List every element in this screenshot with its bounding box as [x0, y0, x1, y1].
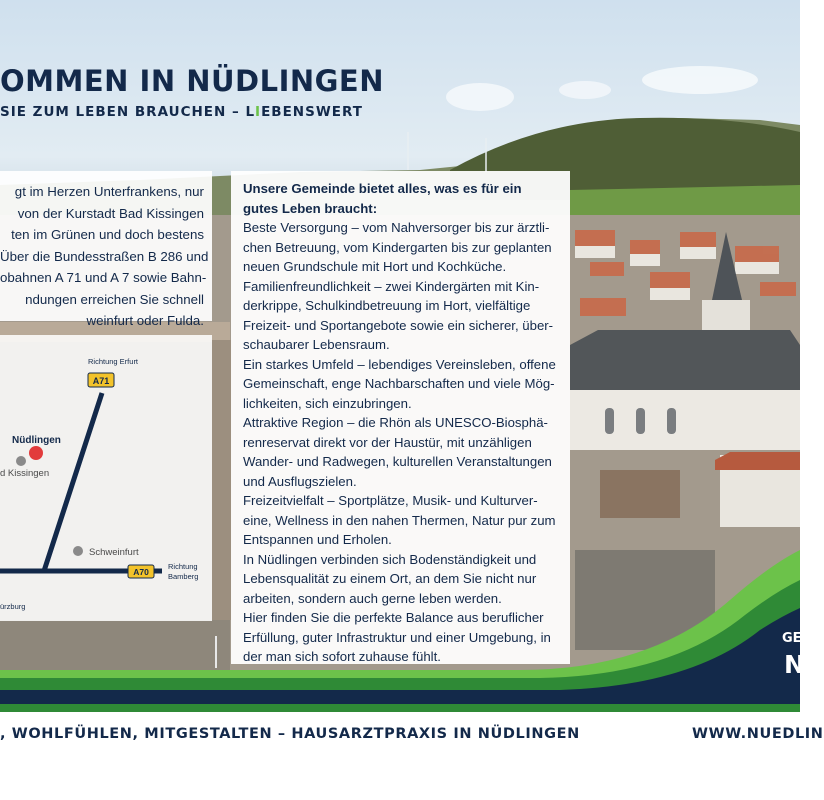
- bad-kissingen-marker: [16, 456, 26, 466]
- community-line: Beste Versorgung – vom Nahversorger bis zur ärztli-: [243, 220, 550, 235]
- community-line: Ein starkes Umfeld – lebendiges Vereinsleben, offene: [243, 356, 556, 372]
- community-line: arbeiten, sondern auch gerne leben werden.: [243, 590, 502, 606]
- community-line: neuen Grundschule mit Hort und Kochküche.: [243, 259, 507, 274]
- community-intro: Unsere Gemeinde bietet alles, was es für ein gutes Leben braucht:: [243, 181, 522, 216]
- page-title: OMMEN IN NÜDLINGEN: [0, 64, 385, 98]
- richtung-label: Richtung: [168, 562, 198, 571]
- subtitle-accent-letter: I: [255, 104, 262, 120]
- community-line: Wander- und Radwegen, kulturellen Veranstaltungen: [243, 454, 552, 469]
- community-line: Lebensqualität zu einem Ort, an dem Sie nicht nur: [243, 571, 537, 586]
- subtitle-text: SIE ZUM LEBEN BRAUCHEN – L: [0, 104, 256, 120]
- location-line: ndungen erreichen Sie schnell: [25, 291, 204, 307]
- location-line: obahnen A 71 und A 7 sowie Bahn-: [0, 270, 207, 285]
- community-line: In Nüdlingen verbinden sich Bodenständigkeit und: [243, 551, 537, 567]
- community-line: und Ausflugszielen.: [243, 473, 357, 489]
- location-paragraph: [0, 171, 212, 332]
- corner-logo-large: N: [784, 650, 805, 679]
- nuedlingen-label: Nüdlingen: [12, 435, 61, 446]
- page-header: [0, 64, 384, 120]
- page-subtitle: [0, 104, 384, 120]
- community-line: Erfüllung, guter Infrastruktur und einer Umgebung, in: [243, 629, 551, 645]
- community-line: chen Betreuung, vom Kindergarten bis zur geplanten: [243, 239, 552, 255]
- richtung-erfurt-label: Richtung Erfurt: [88, 357, 139, 366]
- location-line: ten im Grünen und doch bestens: [11, 227, 204, 242]
- community-line: der man sich sofort zuhause fühlt.: [243, 649, 441, 664]
- subtitle-text-end: EBENSWERT: [261, 104, 363, 120]
- community-line: Freizeitvielfalt – Sportplätze, Musik- und Kulturver-: [243, 493, 538, 508]
- location-line: von der Kurstadt Bad Kissingen: [17, 205, 204, 221]
- nuedlingen-marker: [29, 446, 43, 460]
- location-text-panel: [0, 171, 212, 328]
- a70-label: A70: [133, 567, 149, 577]
- community-line: Gemeinschaft, enge Nachbarschaften und viele Mög-: [243, 376, 555, 391]
- community-line: derkrippe, Schulkindbetreuung im Hort, vielfältige: [243, 298, 531, 313]
- community-line: schaubarer Lebensraum.: [243, 337, 390, 352]
- location-line: Über die Bundesstraßen B 286 und: [0, 248, 209, 264]
- wuerzburg-label: ürzburg: [0, 602, 26, 611]
- schweinfurt-label: Schweinfurt: [89, 547, 139, 558]
- community-line: Freizeit- und Sportangebote sowie ein sicherer, über-: [243, 317, 554, 333]
- bamberg-label: Bamberg: [168, 572, 199, 581]
- swoosh-bottom-line: [0, 704, 800, 712]
- footer-website-link[interactable]: WWW.NUEDLIN: [692, 726, 824, 742]
- footer-slogan: , WOHLFÜHLEN, MITGESTALTEN – HAUSARZTPRAXIS IN NÜDLINGEN: [0, 726, 580, 742]
- community-line: lichkeiten, sich einzubringen.: [243, 395, 412, 411]
- community-line: eine, Wellness in den nahen Thermen, Natur pur zum: [243, 512, 556, 528]
- community-line: Hier finden Sie die perfekte Balance aus beruflicher: [243, 610, 544, 625]
- bad-kissingen-label: d Kissingen: [0, 468, 50, 479]
- brand-swoosh-band: [0, 530, 800, 712]
- location-line: weinfurt oder Fulda.: [86, 313, 204, 328]
- community-line: Familienfreundlichkeit – zwei Kindergärten mit Kin-: [243, 278, 540, 294]
- corner-logo-small: GE: [782, 631, 802, 646]
- community-line: Attraktive Region – die Rhön als UNESCO-Biosphä-: [243, 415, 548, 430]
- community-line: Entspannen und Erholen.: [243, 532, 392, 547]
- location-line: gt im Herzen Unterfrankens, nur: [14, 184, 204, 199]
- a71-label: A71: [92, 376, 110, 386]
- community-line: renreservat direkt vor der Haustür, mit unzähligen: [243, 434, 532, 450]
